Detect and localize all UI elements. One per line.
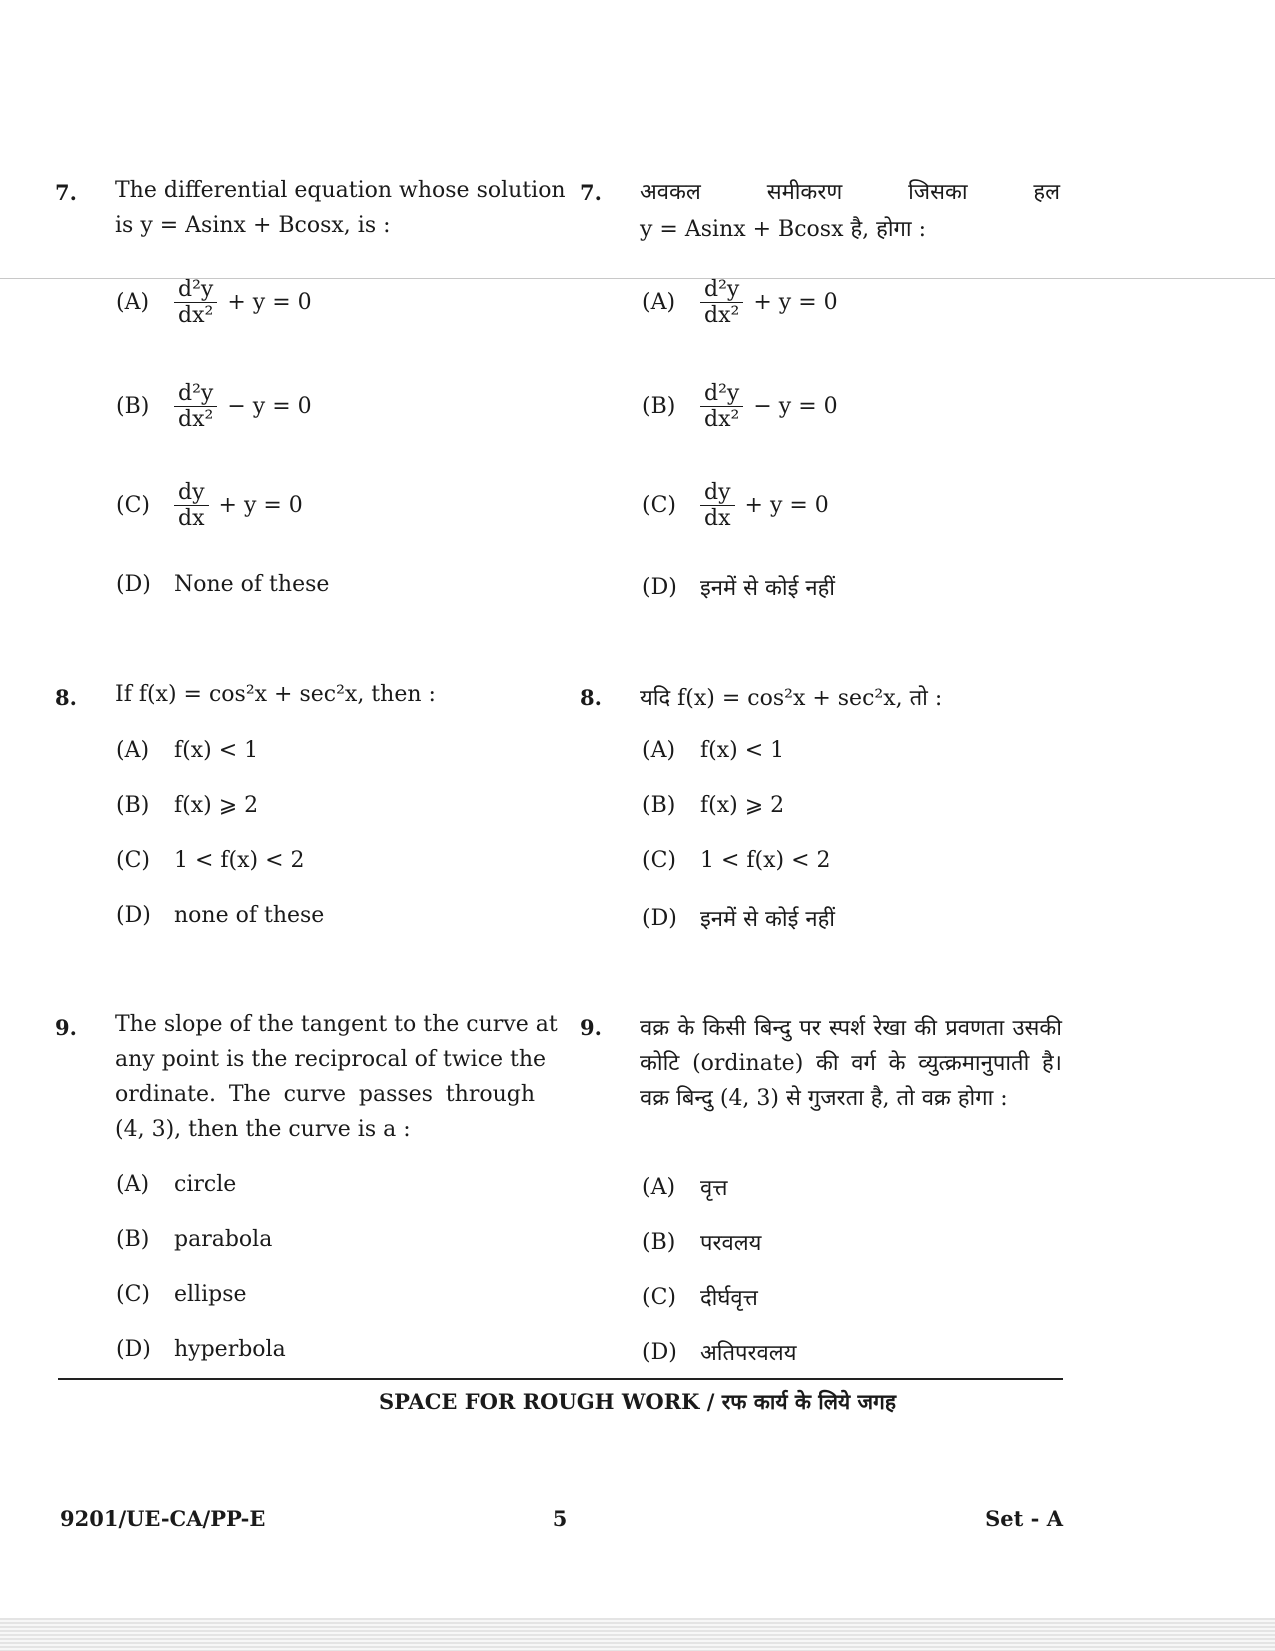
option-label: (B) [116, 1227, 150, 1252]
option-label: (D) [116, 903, 151, 928]
option-label: (A) [116, 1172, 150, 1197]
option-text: f(x) ⩾ 2 [174, 793, 259, 818]
q9-option-a-hi [642, 1172, 727, 1202]
fraction-denominator: dx² [178, 303, 214, 329]
option-text: none of these [174, 903, 325, 928]
option-label: (D) [642, 1339, 677, 1365]
scan-edge-artifact [0, 1618, 1275, 1651]
q7-option-d-en [116, 572, 329, 597]
option-text: दीर्घवृत्त [700, 1286, 758, 1311]
option-text: अतिपरवलय [700, 1341, 797, 1366]
fraction-numerator: d²y [178, 381, 214, 406]
option-text: 1 < f(x) < 2 [174, 848, 305, 873]
fraction-numerator: dy [178, 480, 205, 505]
option-label: (A) [116, 290, 150, 316]
option-text: वृत्त [700, 1176, 728, 1201]
q7-text-hi-line2: y = Asinx + Bcosx है, होगा : [640, 217, 927, 242]
fraction-numerator: dy [704, 480, 731, 505]
q9-option-d-hi [642, 1337, 796, 1367]
q8-option-c-hi [642, 848, 831, 873]
option-label: (B) [642, 793, 676, 818]
q7-option-c-en [116, 480, 303, 532]
q7-text-en-line2: is y = Asinx + Bcosx, is : [115, 213, 391, 238]
q7-option-b-en [116, 381, 312, 433]
option-label: (D) [116, 572, 151, 597]
fraction-denominator: dx [178, 506, 205, 532]
equation-rhs: + y = 0 [744, 493, 829, 519]
q7-option-d-hi [642, 572, 835, 602]
q8-option-d-en [116, 903, 324, 928]
equation-rhs: + y = 0 [753, 290, 838, 316]
option-text: ellipse [174, 1282, 247, 1307]
option-text: f(x) ⩾ 2 [700, 793, 785, 818]
fraction-denominator: dx² [704, 303, 740, 329]
q7-text-hi-line1: अवकल समीकरण जिसका हल [640, 180, 1060, 205]
option-label: (D) [642, 574, 677, 600]
fraction [700, 277, 743, 329]
fraction [174, 381, 217, 433]
option-label: (C) [642, 493, 676, 519]
q8-text-en: If f(x) = cos²x + sec²x, then : [115, 682, 436, 707]
q9-text-hi-line1: वक्र के किसी बिन्दु पर स्पर्श रेखा की प्रवणता उसकी [640, 1016, 1062, 1041]
rough-work-caption: SPACE FOR ROUGH WORK / रफ कार्य के लिये जगह [378, 1389, 897, 1414]
q8-option-b-hi [642, 793, 784, 818]
option-label: (A) [642, 738, 676, 763]
q7-option-b-hi [642, 381, 838, 433]
q9-text-en-line1: The slope of the tangent to the curve at [115, 1012, 558, 1037]
fraction-denominator: dx² [704, 407, 740, 433]
option-label: (D) [116, 1337, 151, 1362]
option-label: (D) [642, 905, 677, 931]
fraction [174, 277, 217, 329]
bottom-divider [58, 1378, 1063, 1380]
option-label: (C) [116, 848, 150, 873]
q8-number-hi: 8. [580, 685, 602, 710]
option-label: (A) [116, 738, 150, 763]
option-text: इनमें से कोई नहीं [700, 576, 836, 601]
fraction [700, 480, 735, 532]
option-text: इनमें से कोई नहीं [700, 907, 836, 932]
option-text: परवलय [700, 1231, 762, 1256]
option-label: (A) [642, 1174, 676, 1200]
fraction-numerator: d²y [704, 277, 740, 302]
q8-option-b-en [116, 793, 258, 818]
q9-text-en-line4: (4, 3), then the curve is a : [115, 1117, 411, 1142]
q9-option-c-en [116, 1282, 247, 1307]
equation-rhs: + y = 0 [218, 493, 303, 519]
q9-option-c-hi [642, 1282, 758, 1312]
fraction-denominator: dx² [178, 407, 214, 433]
q7-option-c-hi [642, 480, 829, 532]
q8-option-d-hi [642, 903, 835, 933]
option-label: (C) [642, 848, 676, 873]
q9-option-d-en [116, 1337, 286, 1362]
q9-text-en-line2: any point is the reciprocal of twice the [115, 1047, 547, 1072]
option-text: hyperbola [174, 1337, 286, 1362]
q7-option-a-en [116, 277, 312, 329]
option-label: (B) [642, 1229, 676, 1255]
q9-option-a-en [116, 1172, 236, 1197]
option-text: 1 < f(x) < 2 [700, 848, 831, 873]
equation-rhs: − y = 0 [227, 394, 312, 420]
q7-number-hi: 7. [580, 180, 602, 205]
q9-option-b-hi [642, 1227, 761, 1257]
option-text: circle [174, 1172, 237, 1197]
option-text: parabola [174, 1227, 273, 1252]
q8-number-en: 8. [55, 685, 77, 710]
option-label: (A) [642, 290, 676, 316]
set-label: Set - A [985, 1506, 1063, 1531]
option-label: (C) [642, 1284, 676, 1310]
fraction [174, 480, 209, 532]
q7-number-en: 7. [55, 180, 77, 205]
q9-option-b-en [116, 1227, 272, 1252]
fraction-denominator: dx [704, 506, 731, 532]
q8-option-a-hi [642, 738, 784, 763]
option-label: (B) [116, 793, 150, 818]
equation-rhs: − y = 0 [753, 394, 838, 420]
option-label: (C) [116, 1282, 150, 1307]
q9-text-en-line3: ordinate. The curve passes through [115, 1082, 535, 1107]
fraction-numerator: d²y [704, 381, 740, 406]
equation-rhs: + y = 0 [227, 290, 312, 316]
option-label: (C) [116, 493, 150, 519]
q9-text-hi-line3: वक्र बिन्दु (4, 3) से गुजरता है, तो वक्र होगा : [640, 1086, 1008, 1111]
fraction [700, 381, 743, 433]
page-number: 5 [552, 1506, 568, 1531]
q7-option-a-hi [642, 277, 838, 329]
option-text: f(x) < 1 [700, 738, 785, 763]
q8-text-hi: यदि f(x) = cos²x + sec²x, तो : [640, 686, 943, 711]
q7-text-en-line1: The differential equation whose solution [115, 178, 566, 203]
option-text: f(x) < 1 [174, 738, 259, 763]
q8-option-c-en [116, 848, 305, 873]
option-label: (B) [642, 394, 676, 420]
q9-number-hi: 9. [580, 1015, 602, 1040]
q9-text-hi-line2: कोटि (ordinate) की वर्ग के व्युत्क्रमानुपाती है। [640, 1051, 1062, 1076]
option-text: None of these [174, 572, 330, 597]
option-label: (B) [116, 394, 150, 420]
q8-option-a-en [116, 738, 258, 763]
paper-code: 9201/UE-CA/PP-E [60, 1506, 266, 1531]
fraction-numerator: d²y [178, 277, 214, 302]
q9-number-en: 9. [55, 1015, 77, 1040]
